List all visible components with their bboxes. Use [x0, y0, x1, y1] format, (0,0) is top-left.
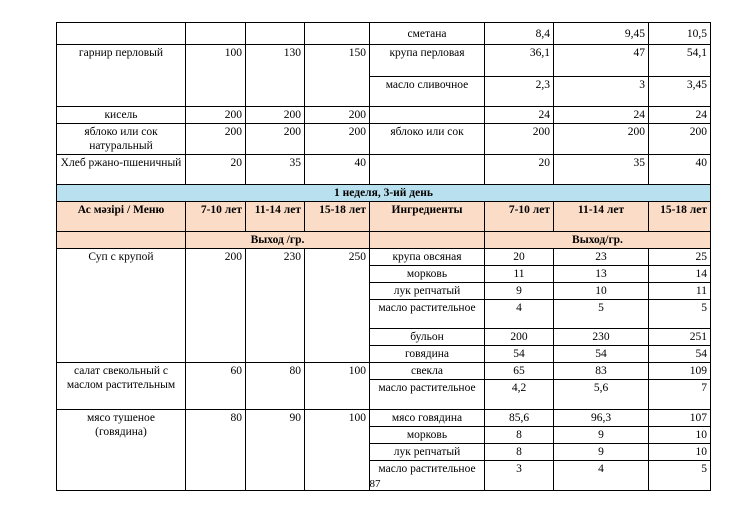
dish-yield: 80	[186, 410, 246, 491]
header-ingredients: Ингредиенты	[370, 202, 485, 232]
ingredient-name: масло растительное	[370, 300, 485, 329]
dish-yield: 20	[186, 155, 246, 185]
header-yield-row	[57, 232, 711, 249]
ingredient-value: 4	[485, 300, 554, 329]
ingredient-value: 9	[554, 444, 649, 461]
ingredient-value: 3,45	[649, 77, 711, 107]
ingredient-value: 9	[485, 283, 554, 300]
ingredient-value: 10	[554, 283, 649, 300]
day-title-row	[57, 185, 711, 202]
ingredient-value: 8	[485, 444, 554, 461]
ingredient-value: 54	[649, 346, 711, 363]
ingredient-value: 11	[485, 266, 554, 283]
table-row	[57, 363, 711, 380]
ingredient-value: 200	[485, 124, 554, 155]
ingredient-value: 47	[554, 45, 649, 77]
cell-empty	[305, 23, 370, 45]
ingredient-value: 3	[554, 77, 649, 107]
ingredient-name: морковь	[370, 427, 485, 444]
ingredient-value: 13	[554, 266, 649, 283]
dish-yield: 200	[305, 107, 370, 124]
dish-name: Хлеб ржано-пшеничный	[57, 155, 186, 185]
dish-name: Суп с крупой	[57, 249, 186, 363]
ingredient-value: 5	[649, 461, 711, 491]
table-row	[57, 249, 711, 266]
cell-empty	[57, 23, 186, 45]
ingredient-value: 54	[554, 346, 649, 363]
ingredient-name: масло сливочное	[370, 77, 485, 107]
ingredient-value: 8,4	[485, 23, 554, 45]
table-row	[57, 45, 711, 77]
ingredient-value: 9,45	[554, 23, 649, 45]
table-row	[57, 107, 711, 124]
ingredient-value: 5,6	[554, 380, 649, 410]
dish-yield: 100	[305, 410, 370, 491]
ingredient-value: 109	[649, 363, 711, 380]
dish-name: гарнир перловый	[57, 45, 186, 107]
ingredient-value: 7	[649, 380, 711, 410]
header-ing-age-11-14: 11-14 лет	[554, 202, 649, 232]
ingredient-value: 20	[485, 249, 554, 266]
header-empty	[370, 232, 485, 249]
dish-yield: 200	[246, 124, 305, 155]
dish-yield: 35	[246, 155, 305, 185]
dish-yield: 90	[246, 410, 305, 491]
ingredient-name: бульон	[370, 329, 485, 346]
ingredient-value: 2,3	[485, 77, 554, 107]
dish-yield: 100	[305, 363, 370, 410]
ingredient-value: 35	[554, 155, 649, 185]
dish-yield: 130	[246, 45, 305, 107]
header-row	[57, 202, 711, 232]
ingredient-value: 10	[649, 444, 711, 461]
ingredient-value: 23	[554, 249, 649, 266]
ingredient-value: 107	[649, 410, 711, 427]
ingredient-value: 5	[649, 300, 711, 329]
table-row	[57, 155, 711, 185]
ingredient-name: лук репчатый	[370, 444, 485, 461]
ingredient-value: 24	[649, 107, 711, 124]
ingredient-value: 230	[554, 329, 649, 346]
ingredient-value: 85,6	[485, 410, 554, 427]
dish-yield: 150	[305, 45, 370, 107]
table-row	[57, 124, 711, 155]
ingredient-name: яблоко или сок	[370, 124, 485, 155]
cell-empty	[370, 107, 485, 124]
cell-empty	[370, 155, 485, 185]
header-menu: Ас мәзірі / Меню	[57, 202, 186, 232]
header-ing-age-15-18: 15-18 лет	[649, 202, 711, 232]
dish-yield: 60	[186, 363, 246, 410]
ingredient-value: 200	[554, 124, 649, 155]
header-age-15-18: 15-18 лет	[305, 202, 370, 232]
yield-label-left: Выход /гр.	[186, 232, 370, 249]
dish-yield: 200	[186, 124, 246, 155]
ingredient-value: 3	[485, 461, 554, 491]
ingredient-value: 200	[485, 329, 554, 346]
ingredient-name: крупа перловая	[370, 45, 485, 77]
dish-name: яблоко или сок натуральный	[57, 124, 186, 155]
dish-yield: 80	[246, 363, 305, 410]
ingredient-name: говядина	[370, 346, 485, 363]
ingredient-name: сметана	[370, 23, 485, 45]
ingredient-value: 40	[649, 155, 711, 185]
dish-name: кисель	[57, 107, 186, 124]
ingredient-value: 4	[554, 461, 649, 491]
ingredient-value: 9	[554, 427, 649, 444]
ingredient-name: свекла	[370, 363, 485, 380]
ingredient-value: 200	[649, 124, 711, 155]
ingredient-name: масло растительное	[370, 380, 485, 410]
header-age-11-14: 11-14 лет	[246, 202, 305, 232]
cell-empty	[246, 23, 305, 45]
dish-name: салат свекольный с маслом растительным	[57, 363, 186, 410]
ingredient-value: 20	[485, 155, 554, 185]
ingredient-value: 10	[649, 427, 711, 444]
ingredient-value: 4,2	[485, 380, 554, 410]
ingredient-value: 8	[485, 427, 554, 444]
ingredient-value: 83	[554, 363, 649, 380]
dish-yield: 200	[186, 249, 246, 363]
ingredient-value: 96,3	[554, 410, 649, 427]
ingredient-value: 54	[485, 346, 554, 363]
page-number: 87	[369, 478, 381, 490]
ingredient-value: 65	[485, 363, 554, 380]
ingredient-value: 10,5	[649, 23, 711, 45]
ingredient-value: 24	[554, 107, 649, 124]
ingredient-value: 54,1	[649, 45, 711, 77]
header-ing-age-7-10: 7-10 лет	[485, 202, 554, 232]
dish-yield: 200	[186, 107, 246, 124]
ingredient-value: 36,1	[485, 45, 554, 77]
dish-yield: 200	[305, 124, 370, 155]
ingredient-value: 11	[649, 283, 711, 300]
ingredient-name: морковь	[370, 266, 485, 283]
ingredient-name: крупа овсяная	[370, 249, 485, 266]
dish-name: мясо тушеное (говядина)	[57, 410, 186, 491]
ingredient-value: 24	[485, 107, 554, 124]
ingredient-name: мясо говядина	[370, 410, 485, 427]
ingredient-value: 14	[649, 266, 711, 283]
cell-empty	[186, 23, 246, 45]
header-age-7-10: 7-10 лет	[186, 202, 246, 232]
day-title: 1 неделя, 3-ий день	[57, 185, 711, 202]
ingredient-value: 25	[649, 249, 711, 266]
dish-yield: 100	[186, 45, 246, 107]
ingredient-value: 251	[649, 329, 711, 346]
dish-yield: 250	[305, 249, 370, 363]
dish-yield: 230	[246, 249, 305, 363]
ingredient-name: масло растительное	[370, 461, 485, 491]
table-row	[57, 410, 711, 427]
ingredient-value: 5	[554, 300, 649, 329]
header-empty	[57, 232, 186, 249]
ingredient-name: лук репчатый	[370, 283, 485, 300]
dish-yield: 40	[305, 155, 370, 185]
yield-label-right: Выход/гр.	[485, 232, 711, 249]
menu-table	[56, 22, 711, 491]
table-row	[57, 23, 711, 45]
dish-yield: 200	[246, 107, 305, 124]
